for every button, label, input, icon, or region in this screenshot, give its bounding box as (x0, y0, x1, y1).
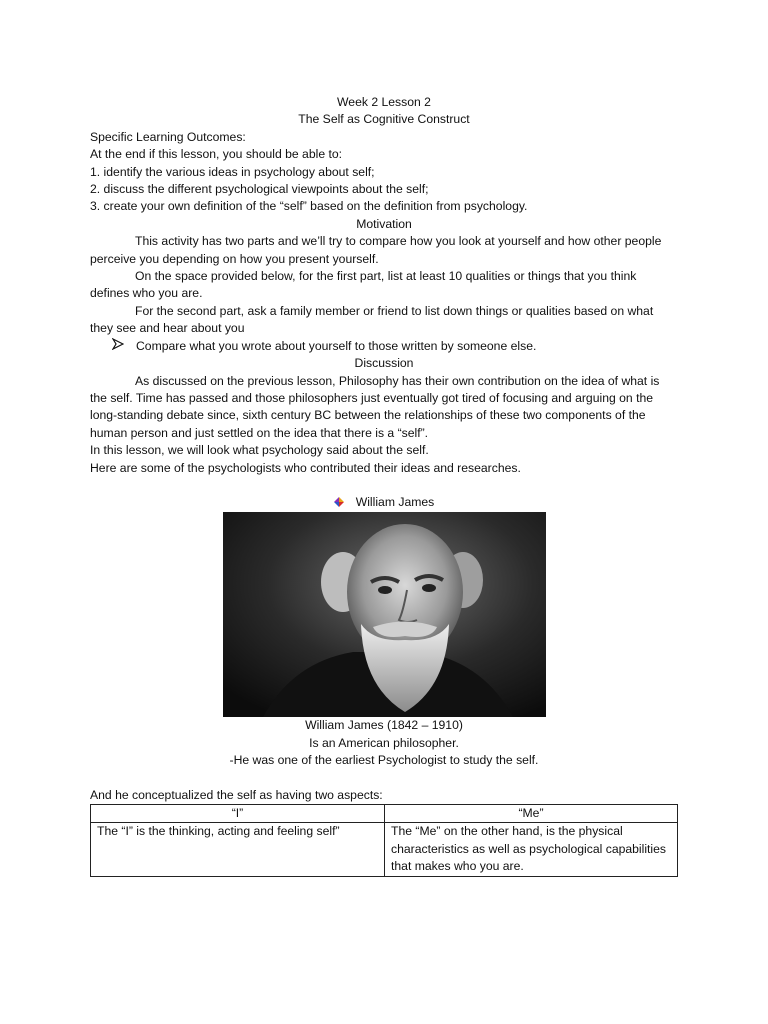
caption-line: -He was one of the earliest Psychologist to study the self. (229, 753, 539, 768)
table-header-cell: “I” (91, 804, 385, 822)
motivation-bullet-text: Compare what you wrote about yourself to those written by someone else. (136, 338, 537, 353)
outcomes-heading: Specific Learning Outcomes: (90, 129, 246, 144)
arrow-bullet-icon (112, 338, 136, 355)
motivation-heading: Motivation (356, 216, 412, 231)
caption-line: William James (1842 – 1910) (305, 718, 463, 733)
discussion-line: In this lesson, we will look what psychology said about the self. (90, 443, 429, 458)
aspects-intro: And he conceptualized the self as having two aspects: (90, 787, 383, 802)
table-header-row (91, 804, 678, 822)
outcome-item: 1. identify the various ideas in psychology about self; (90, 164, 375, 179)
diamond-bullet-icon (334, 495, 344, 505)
aspects-table (90, 804, 678, 877)
portrait-photo-frame (90, 512, 678, 717)
table-header-cell: “Me” (385, 804, 678, 822)
caption-line: Is an American philosopher. (309, 735, 459, 750)
page-title: Week 2 Lesson 2 (337, 95, 431, 109)
motivation-bullet (90, 338, 678, 355)
table-row (91, 823, 678, 876)
motivation-paragraph: On the space provided below, for the first part, list at least 10 qualities or things that you think defines who you are. (90, 269, 637, 301)
photo-caption (90, 717, 678, 769)
document-body (90, 94, 678, 877)
psychologist-heading (90, 494, 678, 511)
motivation-paragraph: For the second part, ask a family member or friend to list down things or qualities based on what they see and hear about you (90, 303, 654, 336)
outcome-item: 3. create your own definition of the “self” based on the definition from psychology. (90, 199, 528, 214)
discussion-heading: Discussion (354, 356, 414, 371)
outcome-item: 2. discuss the different psychological viewpoints about the self; (90, 182, 429, 197)
portrait-photo (223, 512, 546, 717)
table-cell: The “Me” on the other hand, is the physical characteristics as well as psychological capabilities that makes who you are. (385, 823, 678, 876)
discussion-line: Here are some of the psychologists who contributed their ideas and researches. (90, 460, 521, 475)
table-cell: The “I” is the thinking, acting and feeling self” (91, 823, 385, 876)
psychologist-name: William James (355, 494, 435, 509)
discussion-paragraph: As discussed on the previous lesson, Philosophy has their own contribution on the idea of what is the self. Time has passed and those philosophers just eventually got tired of focusing and arguing on the long-standing debate since, sixth century BC between the relationships of these two components of the human person and just settled on the idea that there is a “self”. (90, 373, 660, 440)
motivation-paragraph: This activity has two parts and we’ll try to compare how you look at yourself and how other people perceive you depending on how you present yourself. (90, 234, 662, 266)
page-subtitle: The Self as Cognitive Construct (298, 112, 470, 127)
outcomes-intro: At the end if this lesson, you should be able to: (90, 147, 343, 162)
